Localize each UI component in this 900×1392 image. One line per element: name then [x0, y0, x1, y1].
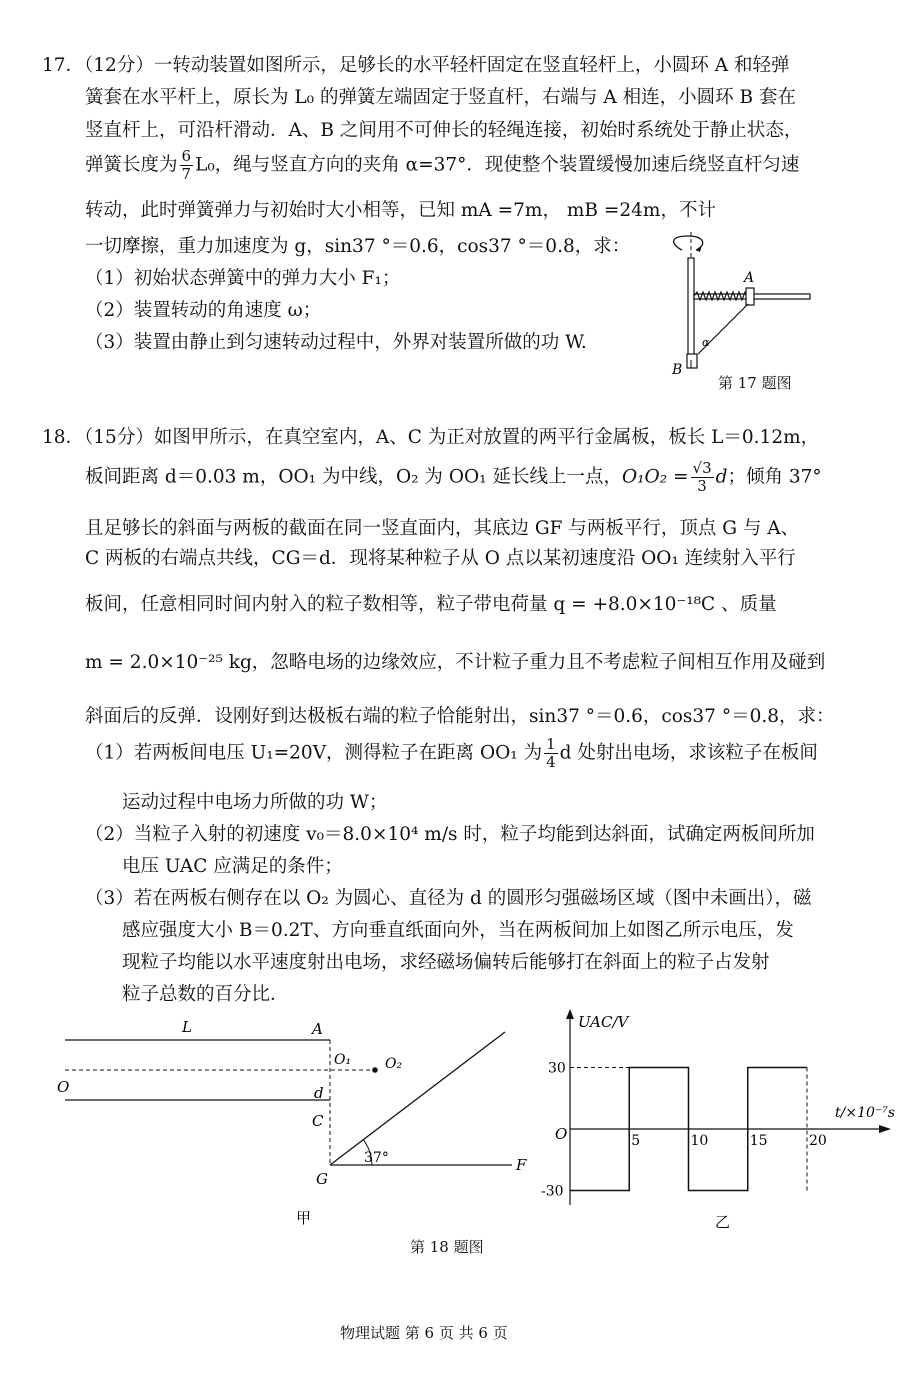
- q17-line4-pre: 弹簧长度为: [85, 154, 178, 176]
- caption-yi: 乙: [715, 1213, 731, 1231]
- q17-sub1: （1）初始状态弹簧中的弹力大小 F₁；: [85, 268, 401, 289]
- page-footer: 物理试题 第 6 页 共 6 页: [340, 1324, 508, 1342]
- x-tick-label: 20: [809, 1133, 827, 1149]
- q18-line5: 板间，任意相同时间内射入的粒子数相等，粒子带电荷量 q = +8.0×10⁻¹⁸C 、质量: [85, 594, 777, 615]
- q17-sub2: （2）装置转动的角速度 ω；: [85, 300, 322, 321]
- fraction-sqrt3-over-3: $\frac{√3}{3}$: [692, 459, 712, 495]
- figure-17: [660, 232, 820, 392]
- svg-text:d: d: [314, 1084, 324, 1102]
- label-b: B: [672, 362, 683, 378]
- q18-sub1: （1）若两板间电压 U₁=20V，测得粒子在距离 OO₁ 为 $\frac{1}{4}$ d 处射出电场，求该粒子在板间: [85, 735, 818, 771]
- svg-text:F: F: [516, 1156, 527, 1174]
- svg-text:37°: 37°: [364, 1150, 389, 1166]
- fraction-one-quarter: $\frac{1}{4}$: [546, 735, 556, 771]
- rotation-arrow-icon: [674, 236, 703, 250]
- caption-jia: 甲: [296, 1209, 312, 1225]
- q17-sub3: （3）装置由静止到匀速转动过程中，外界对装置所做的功 W.: [85, 332, 587, 353]
- incline: [330, 1032, 505, 1165]
- svg-text:G: G: [316, 1170, 328, 1188]
- figure-18-yi-chart: [535, 1005, 900, 1235]
- origin-label: O: [555, 1125, 568, 1143]
- x-tick-label: 5: [631, 1133, 641, 1149]
- q17-line1: 17．（12分）一转动装置如图所示，足够长的水平轻杆固定在竖直轻杆上，小圆环 A 和轻弹: [42, 55, 790, 76]
- x-tick-label: 10: [690, 1133, 709, 1149]
- label-a: A: [744, 270, 755, 286]
- ring-b: [687, 354, 697, 368]
- y-axis-label: UAC/V: [578, 1013, 629, 1031]
- ring-a: [746, 288, 754, 305]
- q18-sub3-line3: 现粒子均能以水平速度射出电场，求经磁场偏转后能够打在斜面上的粒子占发射: [122, 952, 770, 973]
- q18-line6: m = 2.0×10⁻²⁵ kg，忽略电场的边缘效应，不计粒子重力且不考虑粒子间相互作用及碰到: [85, 652, 826, 673]
- q17-line5: 转动，此时弹簧弹力与初始时大小相等，已知 mA =7m， mB =24m，不计: [85, 200, 716, 221]
- q18-line1: 18．（15分）如图甲所示，在真空室内，A、C 为正对放置的两平行金属板，板长 L＝0.12m，: [42, 427, 820, 448]
- q18-sub2-line2: 电压 UAC 应满足的条件；: [122, 856, 343, 877]
- fraction-six-sevenths: $\frac{6}{7}$: [181, 147, 192, 183]
- q18-sub2-line1: （2）当粒子入射的初速度 v₀＝8.0×10⁴ m/s 时，粒子均能到达斜面，试确定两板间所加: [85, 824, 815, 845]
- q18-line2: 板间距离 d＝0.03 m，OO₁ 为中线，O₂ 为 OO₁ 延长线上一点，O₁O₂ = $\frac{√3}{3}$ d；倾角 37°: [85, 459, 822, 495]
- q18-line4: C 两板的右端点共线，CG＝d．现将某种粒子从 O 点以某初速度沿 OO₁ 连续射入平行: [85, 548, 796, 569]
- svg-text:O₁: O₁: [334, 1052, 352, 1068]
- svg-text:A: A: [312, 1020, 323, 1038]
- vertical-rod: [688, 258, 694, 360]
- q18-sub3-line4: 粒子总数的百分比．: [122, 984, 289, 1005]
- q17-line3: 竖直杆上，可沿杆滑动．A、B 之间用不可伸长的轻绳连接，初始时系统处于静止状态，: [85, 120, 803, 141]
- q17-line2: 簧套在水平杆上，原长为 L₀ 的弹簧左端固定于竖直杆，右端与 A 相连，小圆环 B 套在: [85, 87, 796, 108]
- y-tick-label: 30: [548, 1060, 566, 1077]
- y-tick-label: -30: [541, 1183, 564, 1200]
- q17-line4: [85, 148, 799, 183]
- caption-17: 第 17 题图: [718, 374, 792, 392]
- q18-sub3-line1: （3）若在两板右侧存在以 O₂ 为圆心、直径为 d 的圆形匀强磁场区域（图中未画出），磁: [85, 888, 812, 909]
- label-alpha: α: [702, 336, 710, 349]
- y-axis-arrow-icon: [566, 1009, 574, 1019]
- svg-text:O₂: O₂: [385, 1056, 403, 1072]
- point-o2: [372, 1067, 378, 1073]
- q17-line6: 一切摩擦，重力加速度为 g，sin37 °＝0.6，cos37 °＝0.8，求：: [85, 236, 631, 257]
- figure-18-jia: [50, 1010, 540, 1225]
- q17-line4-post: L₀，绳与竖直方向的夹角 α=37°．现使整个装置缓慢加速后绕竖直杆匀速: [195, 154, 800, 176]
- q18-line3: 且足够长的斜面与两板的截面在同一竖直面内，其底边 GF 与两板平行，顶点 G 与 A、: [85, 518, 800, 539]
- x-tick-label: 15: [749, 1133, 768, 1149]
- svg-text:O: O: [57, 1078, 70, 1096]
- x-axis-arrow-icon: [879, 1125, 891, 1133]
- svg-text:L: L: [182, 1018, 192, 1036]
- svg-text:C: C: [312, 1112, 324, 1130]
- x-axis-label: t/×10⁻⁷s: [835, 1105, 896, 1121]
- caption-18: 第 18 题图: [410, 1238, 484, 1256]
- q18-line7: 斜面后的反弹．设刚好到达极板右端的粒子恰能射出，sin37 °＝0.6，cos37 °＝0.8，求：: [85, 706, 835, 727]
- q18-sub1-line2: 运动过程中电场力所做的功 W；: [122, 792, 388, 813]
- q18-sub3-line2: 感应强度大小 B＝0.2T、方向垂直纸面向外，当在两板间加上如图乙所示电压，发: [122, 920, 794, 941]
